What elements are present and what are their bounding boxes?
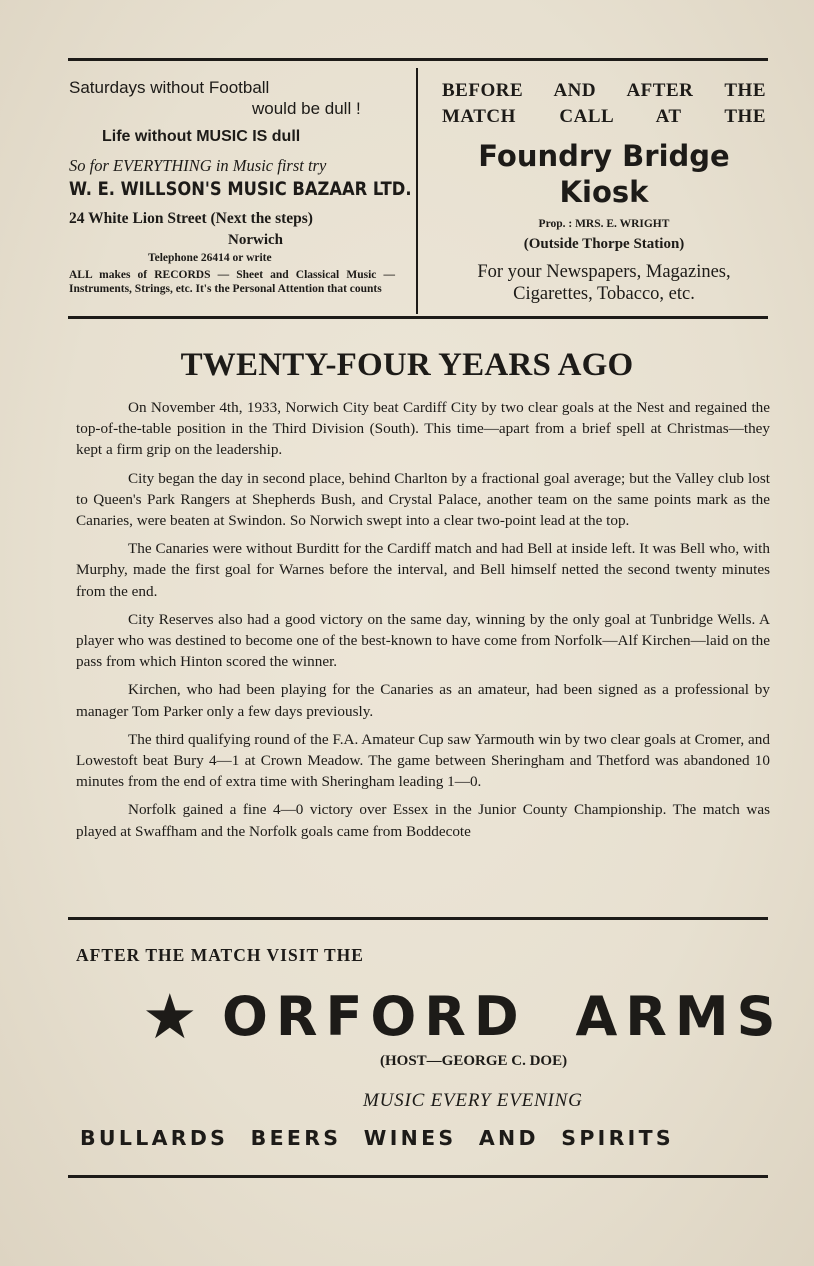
kiosk-name (442, 138, 766, 210)
kiosk-offer: For your Newspapers, Magazines, Cigarettes, Tobacco, etc. (477, 262, 731, 304)
ad-text-football: Saturdays without Football (69, 78, 270, 97)
article-paragraph: City Reserves also had a good victory on the same day, winning by the only goal at Tunbridge Wells. A player who was destined to become one of the best-known to have come from Norfolk—Alf Kirchen—laid on the pass from which Hinton scored the winner. (76, 610, 770, 671)
ad-text-music-dull: Life without MUSIC IS dull (102, 128, 301, 145)
top-rule (68, 58, 768, 61)
pub-drinks: BULLARDS BEERS WINES AND SPIRITS (80, 1126, 674, 1150)
ad-text-everything: So for EVERYTHING in Music first try (69, 156, 327, 175)
article-paragraph: Norfolk gained a fine 4—0 victory over Essex in the Junior County Championship. The match was played at Swaffham and the Norfolk goals came from Boddecote (76, 801, 770, 840)
ad-small-print: ALL makes of RECORDS — Sheet and Classical Music — Instruments, Strings, etc. It's the Personal Attention that counts (69, 269, 395, 295)
business-name: W. E. WILLSON'S MUSIC BAZAAR LTD. (69, 178, 412, 200)
kiosk-name-line2: Kiosk (559, 175, 649, 209)
article-paragraph: On November 4th, 1933, Norwich City beat Cardiff City by two clear goals at the Nest and regained the top-of-the-table position in the Third Division (South). This time—apart from a brief spell at Christmas—they kept a firm grip on the leadership. (76, 399, 770, 459)
kiosk-name-line1: Foundry Bridge (478, 139, 730, 173)
business-telephone: Telephone 26414 or write (148, 252, 272, 264)
pub-host: (HOST—GEORGE C. DOE) (380, 1053, 568, 1069)
star-icon: ★ (142, 980, 198, 1053)
kiosk-headline: BEFORE AND AFTER THE MATCH CALL AT THE (442, 80, 766, 127)
pub-music: MUSIC EVERY EVENING (363, 1090, 583, 1111)
article-paragraph: City began the day in second place, behind Charlton by a fractional goal average; but the Valley club lost to Queen's Park Rangers at Shepherds Bush, and Crystal Palace, another team on the same points mark as the Canaries, were beaten at Swindon. So Norwich swept into a clear two-point lead at the top. (76, 469, 770, 530)
bottom-rule (68, 1175, 768, 1178)
orford-arms-advert (68, 930, 784, 1150)
upper-middle-rule (68, 316, 768, 319)
lower-middle-rule (68, 917, 768, 920)
article-paragraph: The Canaries were without Burditt for the Cardiff match and had Bell at inside left. It was Bell who, with Murphy, made the first goal for Warnes before the interval, and Bell himself netted the second twenty minutes from the end. (76, 540, 770, 600)
business-city: Norwich (228, 232, 283, 248)
business-address: 24 White Lion Street (Next the steps) (69, 210, 313, 227)
article-paragraph: The third qualifying round of the F.A. Amateur Cup saw Yarmouth win by two clear goals at Cromer, and Lowestoft beat Bury 4—1 at Crown Meadow. The game between Sheringham and Thetford was abandoned 10 minutes from the end of extra time with Sheringham leading 1—0. (76, 730, 770, 791)
article-body (76, 397, 770, 849)
ad-text-dull: would be dull ! (252, 99, 361, 118)
article-title: TWENTY-FOUR YEARS AGO (180, 347, 634, 383)
advert-divider (416, 68, 418, 314)
kiosk-location: (Outside Thorpe Station) (523, 236, 685, 252)
kiosk-proprietor: Prop. : MRS. E. WRIGHT (538, 218, 670, 230)
pub-name: ORFORD ARMS (222, 985, 784, 1048)
top-advert-panel (68, 64, 768, 316)
pub-headline: AFTER THE MATCH VISIT THE (76, 945, 364, 965)
article-paragraph: Kirchen, who had been playing for the Canaries as an amateur, had been signed as a professional by manager Tom Parker only a few days previously. (76, 681, 770, 720)
